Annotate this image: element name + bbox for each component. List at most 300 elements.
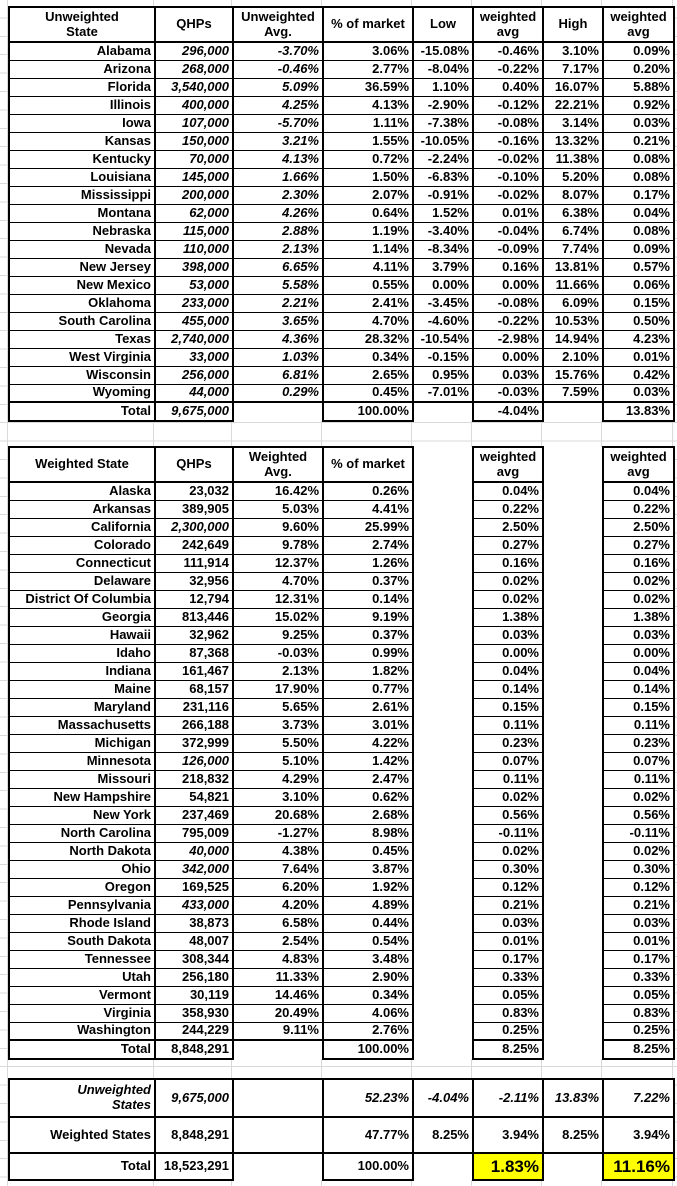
empty-cell[interactable] [413, 878, 473, 896]
low-cell[interactable]: -15.08% [413, 42, 473, 60]
empty-cell[interactable] [413, 662, 473, 680]
qhps-cell[interactable]: 2,740,000 [155, 330, 233, 348]
market-share-cell[interactable]: 2.90% [323, 968, 413, 986]
high-cell[interactable]: 14.94% [543, 330, 603, 348]
qhps-cell[interactable]: 358,930 [155, 1004, 233, 1022]
market-share-cell[interactable]: 36.59% [323, 78, 413, 96]
empty-cell[interactable] [413, 716, 473, 734]
empty-cell[interactable] [413, 914, 473, 932]
high-cell[interactable]: 11.66% [543, 276, 603, 294]
empty-cell[interactable] [413, 572, 473, 590]
weighted-avg-low-cell[interactable]: -0.16% [473, 132, 543, 150]
weighted-avg-low-cell[interactable]: -0.03% [473, 384, 543, 402]
weighted-avg-cell[interactable]: 20.49% [233, 1004, 323, 1022]
weighted-avg-2-cell[interactable]: 0.15% [603, 698, 674, 716]
qhps-cell[interactable]: 126,000 [155, 752, 233, 770]
empty-cell[interactable] [413, 680, 473, 698]
weighted-avg-low-cell[interactable]: -0.08% [473, 114, 543, 132]
weighted-avg-low-cell[interactable]: -0.04% [473, 222, 543, 240]
state-cell[interactable]: District Of Columbia [9, 590, 155, 608]
weighted-avg-1-cell[interactable]: 0.11% [473, 716, 543, 734]
weighted-avg-2-cell[interactable]: 0.83% [603, 1004, 674, 1022]
qhps-cell[interactable]: 237,469 [155, 806, 233, 824]
market-share-cell[interactable]: 0.44% [323, 914, 413, 932]
market-share-cell[interactable]: 8.98% [323, 824, 413, 842]
weighted-avg-1-cell[interactable]: 0.15% [473, 698, 543, 716]
weighted-avg-1-cell[interactable]: 0.11% [473, 770, 543, 788]
empty-cell[interactable] [543, 680, 603, 698]
weighted-avg-high-cell[interactable]: 0.50% [603, 312, 674, 330]
col-header-market-share[interactable] [323, 447, 413, 482]
weighted-avg-1-cell[interactable]: 0.21% [473, 896, 543, 914]
market-share-cell[interactable]: 0.72% [323, 150, 413, 168]
weighted-avg-cell[interactable]: 5.03% [233, 500, 323, 518]
state-cell[interactable]: Alabama [9, 42, 155, 60]
weighted-avg-cell[interactable]: 9.78% [233, 536, 323, 554]
empty-cell[interactable] [413, 518, 473, 536]
col-header-low[interactable] [413, 7, 473, 42]
weighted-avg-low-cell[interactable]: 0.00% [473, 348, 543, 366]
weighted-avg-1-cell[interactable]: -0.11% [473, 824, 543, 842]
empty-cell[interactable] [413, 968, 473, 986]
empty-cell[interactable] [413, 590, 473, 608]
empty-cell[interactable] [543, 770, 603, 788]
unweighted-avg-cell[interactable]: 3.65% [233, 312, 323, 330]
col-header-weighted-avg-high[interactable] [603, 7, 674, 42]
weighted-avg-cell[interactable]: 12.31% [233, 590, 323, 608]
empty-cell[interactable] [543, 734, 603, 752]
empty-cell[interactable] [543, 1004, 603, 1022]
weighted-avg-cell[interactable]: 4.38% [233, 842, 323, 860]
empty-cell[interactable] [413, 482, 473, 500]
empty-cell[interactable] [543, 572, 603, 590]
state-cell[interactable]: Connecticut [9, 554, 155, 572]
state-cell[interactable]: Iowa [9, 114, 155, 132]
weighted-avg-2-cell[interactable]: 0.03% [603, 914, 674, 932]
weighted-avg-cell[interactable]: 6.58% [233, 914, 323, 932]
market-share-cell[interactable]: 4.11% [323, 258, 413, 276]
state-cell[interactable]: Pennsylvania [9, 896, 155, 914]
empty-cell[interactable] [413, 554, 473, 572]
state-cell[interactable]: Arkansas [9, 500, 155, 518]
qhps-cell[interactable]: 455,000 [155, 312, 233, 330]
market-share-cell[interactable]: 2.74% [323, 536, 413, 554]
market-share-cell[interactable]: 4.89% [323, 896, 413, 914]
empty-cell[interactable] [543, 914, 603, 932]
state-cell[interactable]: Maryland [9, 698, 155, 716]
weighted-avg-high-cell[interactable]: 0.04% [603, 204, 674, 222]
state-cell[interactable]: Kentucky [9, 150, 155, 168]
market-share-cell[interactable]: 4.41% [323, 500, 413, 518]
weighted-avg-low-cell[interactable]: 0.16% [473, 258, 543, 276]
qhps-cell[interactable]: 53,000 [155, 276, 233, 294]
weighted-avg-1-cell[interactable]: 0.14% [473, 680, 543, 698]
summary-qhps-cell[interactable]: 8,848,291 [155, 1117, 233, 1153]
total-market-share-cell[interactable]: 100.00% [323, 402, 413, 421]
state-cell[interactable]: Hawaii [9, 626, 155, 644]
total-weighted-avg-high-cell[interactable]: 13.83% [603, 402, 674, 421]
weighted-avg-high-cell[interactable]: 0.08% [603, 150, 674, 168]
weighted-avg-2-cell[interactable]: 0.03% [603, 626, 674, 644]
qhps-cell[interactable]: 40,000 [155, 842, 233, 860]
low-cell[interactable]: 0.95% [413, 366, 473, 384]
summary-weighted-avg-low-cell[interactable]: 3.94% [473, 1117, 543, 1153]
weighted-avg-low-cell[interactable]: 0.40% [473, 78, 543, 96]
high-cell[interactable]: 7.59% [543, 384, 603, 402]
total-market-share-cell[interactable]: 100.00% [323, 1040, 413, 1059]
summary-market-share-cell[interactable]: 47.77% [323, 1117, 413, 1153]
state-cell[interactable]: Montana [9, 204, 155, 222]
weighted-avg-2-cell[interactable]: 1.38% [603, 608, 674, 626]
qhps-cell[interactable]: 389,905 [155, 500, 233, 518]
unweighted-avg-cell[interactable]: 2.21% [233, 294, 323, 312]
weighted-avg-high-cell[interactable]: 0.09% [603, 42, 674, 60]
high-cell[interactable]: 15.76% [543, 366, 603, 384]
unweighted-avg-cell[interactable]: -0.46% [233, 60, 323, 78]
qhps-cell[interactable]: 48,007 [155, 932, 233, 950]
weighted-avg-low-cell[interactable]: 0.01% [473, 204, 543, 222]
qhps-cell[interactable]: 233,000 [155, 294, 233, 312]
high-cell[interactable]: 6.74% [543, 222, 603, 240]
empty-cell[interactable] [413, 608, 473, 626]
state-cell[interactable]: North Carolina [9, 824, 155, 842]
market-share-cell[interactable]: 2.07% [323, 186, 413, 204]
empty-cell[interactable] [233, 402, 323, 421]
col-header-high[interactable] [543, 7, 603, 42]
unweighted-avg-cell[interactable]: 2.88% [233, 222, 323, 240]
col-header-weighted-avg-1[interactable] [473, 447, 543, 482]
total-weighted-avg-high-cell[interactable]: 11.16% [603, 1153, 674, 1180]
empty-cell[interactable] [413, 1022, 473, 1040]
weighted-avg-high-cell[interactable]: 0.42% [603, 366, 674, 384]
weighted-avg-high-cell[interactable]: 0.03% [603, 384, 674, 402]
market-share-cell[interactable]: 1.11% [323, 114, 413, 132]
market-share-cell[interactable]: 2.47% [323, 770, 413, 788]
total-weighted-avg-1-cell[interactable]: 8.25% [473, 1040, 543, 1059]
weighted-avg-1-cell[interactable]: 0.04% [473, 482, 543, 500]
market-share-cell[interactable]: 1.26% [323, 554, 413, 572]
weighted-avg-cell[interactable]: 20.68% [233, 806, 323, 824]
high-cell[interactable]: 3.10% [543, 42, 603, 60]
low-cell[interactable]: 3.79% [413, 258, 473, 276]
empty-cell[interactable] [543, 1022, 603, 1040]
weighted-avg-cell[interactable]: 4.83% [233, 950, 323, 968]
unweighted-avg-cell[interactable]: 6.81% [233, 366, 323, 384]
market-share-cell[interactable]: 25.99% [323, 518, 413, 536]
qhps-cell[interactable]: 433,000 [155, 896, 233, 914]
weighted-avg-2-cell[interactable]: 0.27% [603, 536, 674, 554]
empty-cell[interactable] [413, 770, 473, 788]
weighted-avg-high-cell[interactable]: 0.03% [603, 114, 674, 132]
qhps-cell[interactable]: 256,000 [155, 366, 233, 384]
empty-cell[interactable] [413, 806, 473, 824]
market-share-cell[interactable]: 2.77% [323, 60, 413, 78]
qhps-cell[interactable]: 32,956 [155, 572, 233, 590]
qhps-cell[interactable]: 62,000 [155, 204, 233, 222]
state-cell[interactable]: Michigan [9, 734, 155, 752]
unweighted-avg-cell[interactable]: 4.26% [233, 204, 323, 222]
empty-cell[interactable] [543, 608, 603, 626]
qhps-cell[interactable]: 70,000 [155, 150, 233, 168]
empty-cell[interactable] [543, 644, 603, 662]
weighted-avg-low-cell[interactable]: -2.98% [473, 330, 543, 348]
market-share-cell[interactable]: 4.70% [323, 312, 413, 330]
empty-cell[interactable] [543, 402, 603, 421]
empty-cell[interactable] [543, 968, 603, 986]
empty-cell[interactable] [413, 402, 473, 421]
weighted-avg-1-cell[interactable]: 1.38% [473, 608, 543, 626]
weighted-avg-1-cell[interactable]: 0.12% [473, 878, 543, 896]
weighted-avg-2-cell[interactable]: 0.04% [603, 662, 674, 680]
state-cell[interactable]: Virginia [9, 1004, 155, 1022]
empty-header-cell[interactable] [413, 447, 473, 482]
qhps-cell[interactable]: 200,000 [155, 186, 233, 204]
market-share-cell[interactable]: 0.37% [323, 572, 413, 590]
empty-cell[interactable] [413, 842, 473, 860]
total-label-cell[interactable]: Total [9, 1153, 155, 1180]
weighted-avg-2-cell[interactable]: 0.02% [603, 788, 674, 806]
unweighted-avg-cell[interactable]: 5.09% [233, 78, 323, 96]
state-cell[interactable]: Missouri [9, 770, 155, 788]
summary-low-cell[interactable]: -4.04% [413, 1079, 473, 1117]
weighted-avg-2-cell[interactable]: 0.16% [603, 554, 674, 572]
empty-cell[interactable] [543, 1040, 603, 1059]
market-share-cell[interactable]: 0.55% [323, 276, 413, 294]
weighted-avg-low-cell[interactable]: -0.22% [473, 312, 543, 330]
unweighted-avg-cell[interactable]: 1.03% [233, 348, 323, 366]
weighted-avg-1-cell[interactable]: 0.03% [473, 914, 543, 932]
qhps-cell[interactable]: 400,000 [155, 96, 233, 114]
state-cell[interactable]: Indiana [9, 662, 155, 680]
state-cell[interactable]: Alaska [9, 482, 155, 500]
weighted-avg-1-cell[interactable]: 0.00% [473, 644, 543, 662]
empty-cell[interactable] [543, 698, 603, 716]
qhps-cell[interactable]: 33,000 [155, 348, 233, 366]
empty-cell[interactable] [543, 1153, 603, 1180]
total-label-cell[interactable]: Total [9, 402, 155, 421]
weighted-avg-1-cell[interactable]: 0.17% [473, 950, 543, 968]
empty-cell[interactable] [543, 590, 603, 608]
market-share-cell[interactable]: 0.62% [323, 788, 413, 806]
weighted-avg-1-cell[interactable]: 0.04% [473, 662, 543, 680]
empty-cell[interactable] [233, 1079, 323, 1117]
weighted-avg-2-cell[interactable]: 0.21% [603, 896, 674, 914]
unweighted-avg-cell[interactable]: 4.36% [233, 330, 323, 348]
high-cell[interactable]: 5.20% [543, 168, 603, 186]
empty-cell[interactable] [543, 986, 603, 1004]
state-cell[interactable]: Arizona [9, 60, 155, 78]
state-cell[interactable]: Ohio [9, 860, 155, 878]
qhps-cell[interactable]: 296,000 [155, 42, 233, 60]
weighted-avg-high-cell[interactable]: 0.01% [603, 348, 674, 366]
weighted-avg-cell[interactable]: -0.03% [233, 644, 323, 662]
unweighted-avg-cell[interactable]: 3.21% [233, 132, 323, 150]
unweighted-avg-cell[interactable]: 0.29% [233, 384, 323, 402]
weighted-avg-2-cell[interactable]: 0.01% [603, 932, 674, 950]
empty-cell[interactable] [543, 932, 603, 950]
col-header-weighted-avg[interactable] [233, 447, 323, 482]
weighted-avg-high-cell[interactable]: 0.09% [603, 240, 674, 258]
weighted-avg-2-cell[interactable]: 0.25% [603, 1022, 674, 1040]
high-cell[interactable]: 10.53% [543, 312, 603, 330]
total-market-share-cell[interactable]: 100.00% [323, 1153, 413, 1180]
weighted-avg-cell[interactable]: 4.20% [233, 896, 323, 914]
state-cell[interactable]: Wyoming [9, 384, 155, 402]
state-cell[interactable]: Nevada [9, 240, 155, 258]
empty-cell[interactable] [413, 626, 473, 644]
state-cell[interactable]: Utah [9, 968, 155, 986]
qhps-cell[interactable]: 68,157 [155, 680, 233, 698]
high-cell[interactable]: 3.14% [543, 114, 603, 132]
low-cell[interactable]: -3.40% [413, 222, 473, 240]
state-cell[interactable]: Massachusetts [9, 716, 155, 734]
col-header-unweighted-state[interactable] [9, 7, 155, 42]
summary-label-cell[interactable] [9, 1117, 155, 1153]
market-share-cell[interactable]: 0.64% [323, 204, 413, 222]
state-cell[interactable]: New York [9, 806, 155, 824]
weighted-avg-2-cell[interactable]: 0.17% [603, 950, 674, 968]
qhps-cell[interactable]: 256,180 [155, 968, 233, 986]
empty-cell[interactable] [413, 536, 473, 554]
market-share-cell[interactable]: 3.48% [323, 950, 413, 968]
empty-cell[interactable] [543, 896, 603, 914]
market-share-cell[interactable]: 0.34% [323, 986, 413, 1004]
low-cell[interactable]: -8.34% [413, 240, 473, 258]
total-weighted-avg-low-cell[interactable]: 1.83% [473, 1153, 543, 1180]
empty-cell[interactable] [543, 554, 603, 572]
qhps-cell[interactable]: 115,000 [155, 222, 233, 240]
empty-cell[interactable] [543, 878, 603, 896]
low-cell[interactable]: 1.52% [413, 204, 473, 222]
qhps-cell[interactable]: 218,832 [155, 770, 233, 788]
empty-cell[interactable] [413, 824, 473, 842]
weighted-avg-2-cell[interactable]: 0.56% [603, 806, 674, 824]
empty-cell[interactable] [413, 950, 473, 968]
high-cell[interactable]: 16.07% [543, 78, 603, 96]
qhps-cell[interactable]: 266,188 [155, 716, 233, 734]
qhps-cell[interactable]: 244,229 [155, 1022, 233, 1040]
qhps-cell[interactable]: 161,467 [155, 662, 233, 680]
weighted-avg-1-cell[interactable]: 0.22% [473, 500, 543, 518]
weighted-avg-1-cell[interactable]: 0.07% [473, 752, 543, 770]
weighted-avg-2-cell[interactable]: 0.05% [603, 986, 674, 1004]
empty-cell[interactable] [413, 734, 473, 752]
weighted-avg-2-cell[interactable]: 0.22% [603, 500, 674, 518]
qhps-cell[interactable]: 150,000 [155, 132, 233, 150]
weighted-avg-cell[interactable]: 11.33% [233, 968, 323, 986]
market-share-cell[interactable]: 2.68% [323, 806, 413, 824]
empty-cell[interactable] [543, 500, 603, 518]
weighted-avg-cell[interactable]: 9.60% [233, 518, 323, 536]
weighted-avg-cell[interactable]: 4.70% [233, 572, 323, 590]
weighted-avg-low-cell[interactable]: -0.09% [473, 240, 543, 258]
total-weighted-avg-low-cell[interactable]: -4.04% [473, 402, 543, 421]
low-cell[interactable]: 1.10% [413, 78, 473, 96]
weighted-avg-2-cell[interactable]: 0.02% [603, 572, 674, 590]
weighted-avg-cell[interactable]: 3.10% [233, 788, 323, 806]
empty-cell[interactable] [543, 824, 603, 842]
weighted-avg-1-cell[interactable]: 0.01% [473, 932, 543, 950]
total-weighted-avg-2-cell[interactable]: 8.25% [603, 1040, 674, 1059]
state-cell[interactable]: Illinois [9, 96, 155, 114]
state-cell[interactable]: South Carolina [9, 312, 155, 330]
qhps-cell[interactable]: 87,368 [155, 644, 233, 662]
unweighted-avg-cell[interactable]: 1.66% [233, 168, 323, 186]
weighted-avg-2-cell[interactable]: 0.07% [603, 752, 674, 770]
weighted-avg-2-cell[interactable]: 0.11% [603, 716, 674, 734]
state-cell[interactable]: West Virginia [9, 348, 155, 366]
weighted-avg-low-cell[interactable]: -0.02% [473, 186, 543, 204]
weighted-avg-cell[interactable]: 14.46% [233, 986, 323, 1004]
qhps-cell[interactable]: 268,000 [155, 60, 233, 78]
qhps-cell[interactable]: 107,000 [155, 114, 233, 132]
weighted-avg-2-cell[interactable]: 0.02% [603, 842, 674, 860]
col-header-weighted-avg-low[interactable] [473, 7, 543, 42]
empty-cell[interactable] [543, 860, 603, 878]
market-share-cell[interactable]: 2.76% [323, 1022, 413, 1040]
weighted-avg-1-cell[interactable]: 0.27% [473, 536, 543, 554]
state-cell[interactable]: New Jersey [9, 258, 155, 276]
weighted-avg-cell[interactable]: 4.29% [233, 770, 323, 788]
state-cell[interactable]: Washington [9, 1022, 155, 1040]
state-cell[interactable]: New Mexico [9, 276, 155, 294]
market-share-cell[interactable]: 9.19% [323, 608, 413, 626]
high-cell[interactable]: 11.38% [543, 150, 603, 168]
weighted-avg-high-cell[interactable]: 0.15% [603, 294, 674, 312]
weighted-avg-high-cell[interactable]: 0.17% [603, 186, 674, 204]
summary-low-cell[interactable]: 8.25% [413, 1117, 473, 1153]
weighted-avg-high-cell[interactable]: 5.88% [603, 78, 674, 96]
empty-cell[interactable] [543, 626, 603, 644]
market-share-cell[interactable]: 1.14% [323, 240, 413, 258]
state-cell[interactable]: Oklahoma [9, 294, 155, 312]
low-cell[interactable]: -2.90% [413, 96, 473, 114]
empty-cell[interactable] [413, 986, 473, 1004]
market-share-cell[interactable]: 0.77% [323, 680, 413, 698]
weighted-avg-cell[interactable]: 2.54% [233, 932, 323, 950]
weighted-avg-cell[interactable]: 3.73% [233, 716, 323, 734]
summary-weighted-avg-high-cell[interactable]: 3.94% [603, 1117, 674, 1153]
weighted-avg-1-cell[interactable]: 0.05% [473, 986, 543, 1004]
empty-cell[interactable] [413, 1004, 473, 1022]
empty-cell[interactable] [543, 842, 603, 860]
low-cell[interactable]: -10.05% [413, 132, 473, 150]
weighted-avg-low-cell[interactable]: -0.22% [473, 60, 543, 78]
weighted-avg-high-cell[interactable]: 0.20% [603, 60, 674, 78]
weighted-avg-cell[interactable]: 16.42% [233, 482, 323, 500]
weighted-avg-2-cell[interactable]: 0.30% [603, 860, 674, 878]
qhps-cell[interactable]: 372,999 [155, 734, 233, 752]
qhps-cell[interactable]: 110,000 [155, 240, 233, 258]
weighted-avg-1-cell[interactable]: 0.33% [473, 968, 543, 986]
weighted-avg-2-cell[interactable]: 0.14% [603, 680, 674, 698]
state-cell[interactable]: Mississippi [9, 186, 155, 204]
weighted-avg-cell[interactable]: 15.02% [233, 608, 323, 626]
weighted-avg-2-cell[interactable]: -0.11% [603, 824, 674, 842]
state-cell[interactable]: Minnesota [9, 752, 155, 770]
empty-cell[interactable] [413, 752, 473, 770]
market-share-cell[interactable]: 2.61% [323, 698, 413, 716]
qhps-cell[interactable]: 44,000 [155, 384, 233, 402]
market-share-cell[interactable]: 4.13% [323, 96, 413, 114]
weighted-avg-low-cell[interactable]: -0.46% [473, 42, 543, 60]
low-cell[interactable]: -6.83% [413, 168, 473, 186]
weighted-avg-1-cell[interactable]: 0.16% [473, 554, 543, 572]
weighted-avg-high-cell[interactable]: 0.21% [603, 132, 674, 150]
state-cell[interactable]: Nebraska [9, 222, 155, 240]
empty-cell[interactable] [233, 1040, 323, 1059]
weighted-avg-1-cell[interactable]: 0.02% [473, 788, 543, 806]
